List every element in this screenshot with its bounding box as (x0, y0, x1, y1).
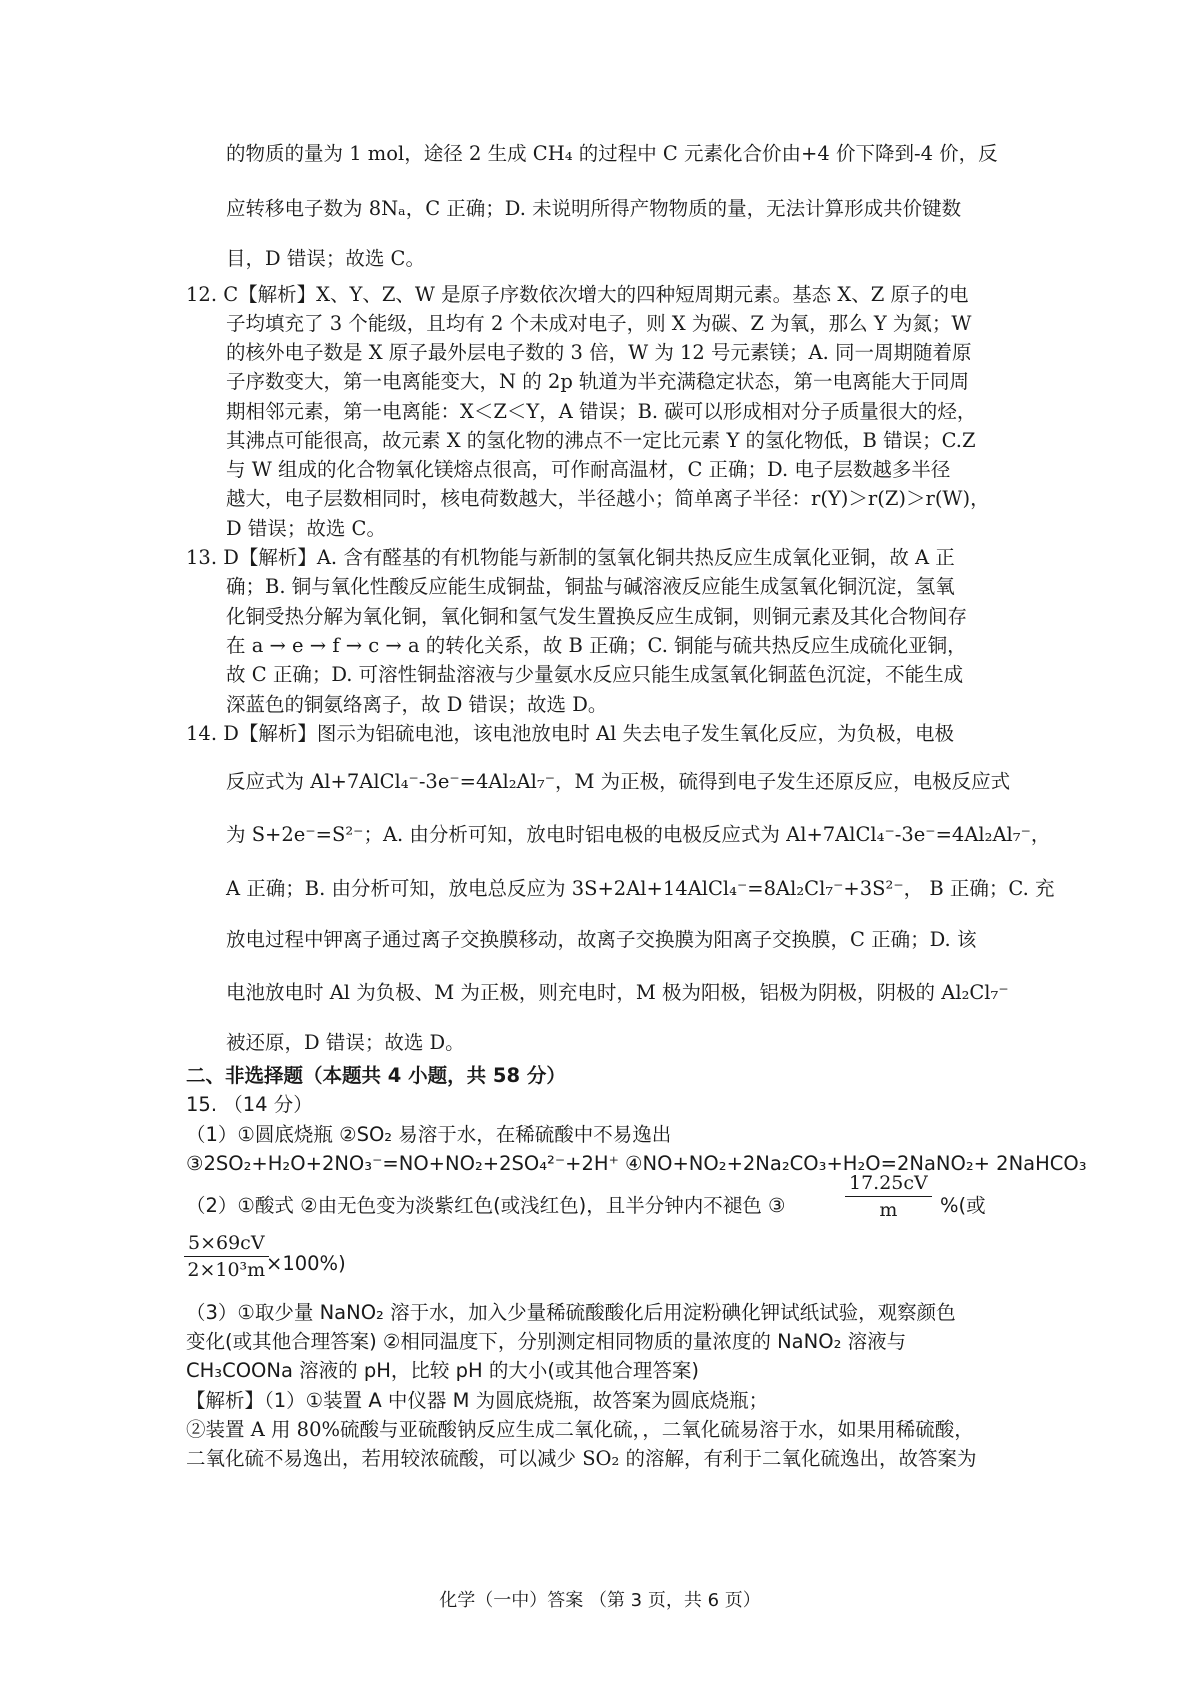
text-line: 子均填充了 3 个能级，且均有 2 个未成对电子，则 X 为碳、Z 为氧，那么 Y 为氮；W (226, 312, 972, 335)
text-line: 应转移电子数为 8Nₐ，C 正确；D. 未说明所得产物物质的量，无法计算形成共价键数 (226, 197, 962, 220)
text-line: D 错误；故选 C。 (226, 517, 386, 540)
text-line: 在 a → e → f → c → a 的转化关系，故 B 正确；C. 铜能与硫共热反应生成硫化亚铜， (226, 634, 967, 657)
text-line: 与 W 组成的化合物氧化镁熔点很高，可作耐高温材，C 正确；D. 电子层数越多半径 (226, 458, 951, 481)
fraction-denominator: 2×10³m (187, 1259, 266, 1281)
fraction-denominator: m (879, 1199, 898, 1221)
explanation-line: 【解析】（1）①装置 A 中仪器 M 为圆底烧瓶，故答案为圆底烧瓶； (186, 1389, 769, 1412)
fraction-expression (184, 1232, 269, 1281)
text-line: 电池放电时 Al 为负极、M 为正极，则充电时，M 极为阳极，铝极为阴极，阴极的 Al₂Cl₇⁻ (226, 981, 1009, 1004)
text-line: 越大，电子层数相同时，核电荷数越大，半径越小；简单离子半径：r(Y)＞r(Z)＞r(W)， (226, 487, 990, 510)
fraction-numerator: 17.25cV (845, 1172, 932, 1197)
text-line: 的核外电子数是 X 原子最外层电子数的 3 倍，W 为 12 号元素镁；A. 同一周期随着原 (226, 341, 972, 364)
text-fragment: ×100%) (266, 1252, 346, 1275)
answer-13-line: 13. D【解析】A. 含有醛基的有机物能与新制的氢氧化铜共热反应生成氧化亚铜，故 A 正 (186, 546, 955, 569)
text-line: 深蓝色的铜氨络离子，故 D 错误；故选 D。 (226, 693, 608, 716)
text-line: 放电过程中钾离子通过离子交换膜移动，故离子交换膜为阳离子交换膜，C 正确；D. 该 (226, 928, 977, 951)
question-15-title: 15. （14 分） (186, 1093, 313, 1116)
equation-line: A 正确；B. 由分析可知，放电总反应为 3S+2Al+14AlCl₄⁻=8Al₂Cl₇⁻+3S²⁻， B 正确；C. 充 (226, 877, 1055, 900)
section-heading: 二、非选择题（本题共 4 小题，共 58 分） (186, 1064, 566, 1087)
text-line: 子序数变大，第一电离能变大，N 的 2p 轨道为半充满稳定状态，第一电离能大于同周 (226, 370, 970, 393)
text-line: 的物质的量为 1 mol，途径 2 生成 CH₄ 的过程中 C 元素化合价由+4 价下降到-4 价，反 (226, 142, 998, 165)
text-line: 化铜受热分解为氧化铜，氧化铜和氢气发生置换反应生成铜，则铜元素及其化合物间存 (226, 605, 968, 628)
text-line: 目，D 错误；故选 C。 (226, 247, 425, 270)
equation-line: 为 S+2e⁻=S²⁻；A. 由分析可知，放电时铝电极的电极反应式为 Al+7AlCl₄⁻-3e⁻=4Al₂Al₇⁻， (226, 823, 1051, 846)
fraction-numerator: 5×69cV (184, 1232, 269, 1257)
answer-line: CH₃COONa 溶液的 pH，比较 pH 的大小(或其他合理答案) (186, 1359, 700, 1382)
explanation-line: ②装置 A 用 80%硫酸与亚硫酸钠反应生成二氧化硫，，二氧化硫易溶于水，如果用稀硫酸， (186, 1418, 974, 1441)
text-line: 期相邻元素，第一电离能：X＜Z＜Y，A 错误；B. 碳可以形成相对分子质量很大的烃， (226, 400, 977, 423)
equation-line: ③2SO₂+H₂O+2NO₃⁻=NO+NO₂+2SO₄²⁻+2H⁺ ④NO+NO₂+2Na₂CO₃+H₂O=2NaNO₂+ 2NaHCO₃ (186, 1152, 1087, 1175)
text-line: 其沸点可能很高，故元素 X 的氢化物的沸点不一定比元素 Y 的氢化物低，B 错误；C.Z (226, 429, 976, 452)
answer-line: （1）①圆底烧瓶 ②SO₂ 易溶于水，在稀硫酸中不易逸出 (186, 1123, 672, 1146)
answer-14-line: 14. D【解析】图示为铝硫电池，该电池放电时 Al 失去电子发生氧化反应，为负极，电极 (186, 722, 955, 745)
text-line: 故 C 正确；D. 可溶性铜盐溶液与少量氨水反应只能生成氢氧化铜蓝色沉淀，不能生成 (226, 663, 964, 686)
answer-line: （2）①酸式 ②由无色变为淡紫红色(或浅红色)，且半分钟内不褪色 ③ (186, 1194, 786, 1217)
answer-12-line: 12. C【解析】X、Y、Z、W 是原子序数依次增大的四种短周期元素。基态 X、Z 原子的电 (186, 283, 969, 306)
equation-line: 反应式为 Al+7AlCl₄⁻-3e⁻=4Al₂Al₇⁻，M 为正极，硫得到电子发生还原反应，电极反应式 (226, 770, 1011, 793)
answer-line: （3）①取少量 NaNO₂ 溶于水，加入少量稀硫酸酸化后用淀粉碘化钾试纸试验，观察颜色 (186, 1301, 956, 1324)
page-footer: 化学（一中）答案 （第 3 页，共 6 页） (439, 1590, 761, 1611)
fraction-expression (845, 1172, 932, 1221)
text-fragment: %(或 (940, 1194, 986, 1217)
answer-line: 变化(或其他合理答案) ②相同温度下，分别测定相同物质的量浓度的 NaNO₂ 溶液与 (186, 1330, 907, 1353)
text-line: 被还原，D 错误；故选 D。 (226, 1031, 465, 1054)
text-line: 确；B. 铜与氧化性酸反应能生成铜盐，铜盐与碱溶液反应能生成氢氧化铜沉淀，氢氧 (226, 575, 955, 598)
explanation-line: 二氧化硫不易逸出，若用较浓硫酸，可以减少 SO₂ 的溶解，有利于二氧化硫逸出，故答案为 (186, 1447, 977, 1470)
